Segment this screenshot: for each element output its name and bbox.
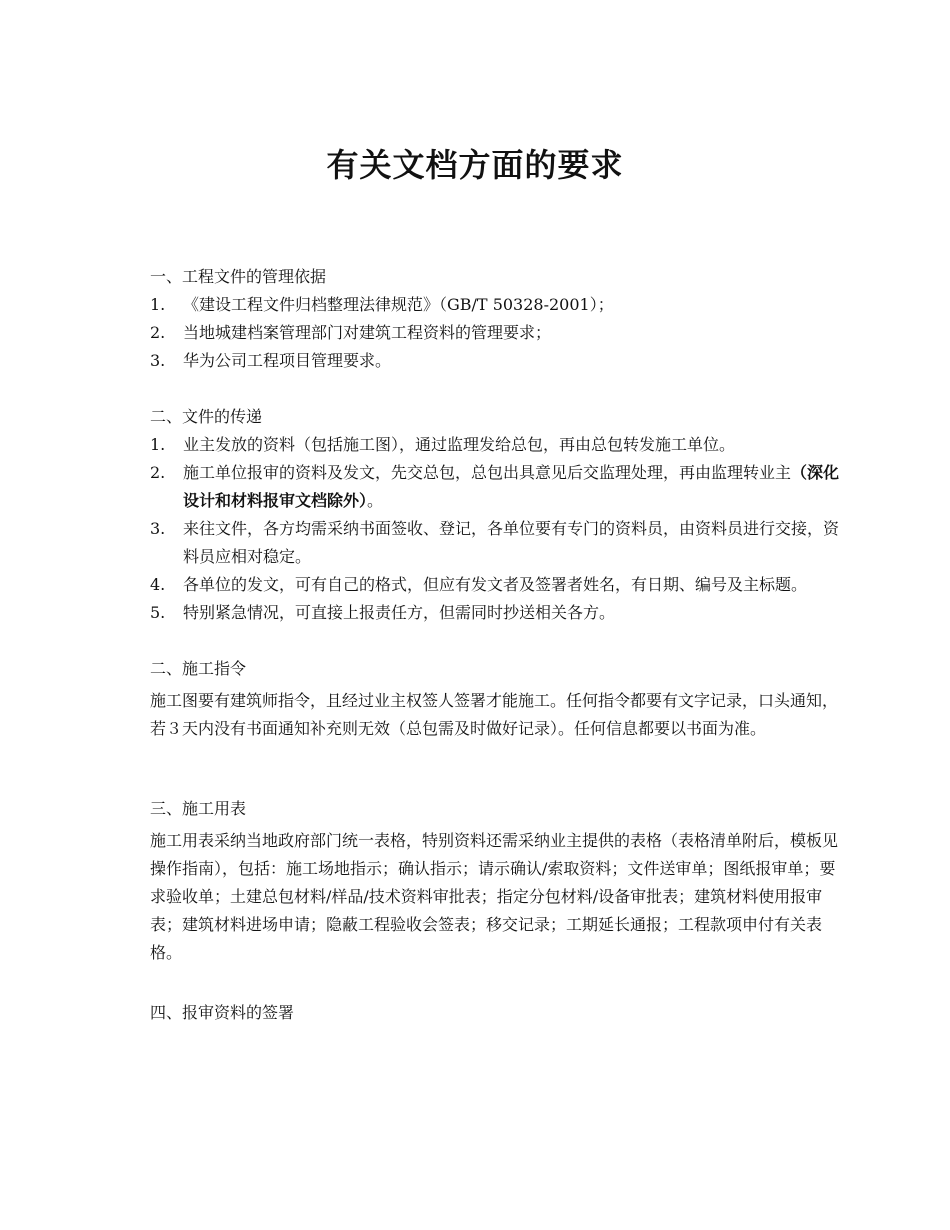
item-tail: 。: [367, 491, 384, 510]
section-heading: 四、报审资料的签署: [150, 1003, 295, 1022]
spacer: [150, 967, 850, 999]
spacer: [150, 375, 850, 403]
item-number: 4.: [150, 575, 166, 594]
item-number: 1.: [150, 435, 166, 454]
section-paragraph: 施工图要有建筑师指令，且经过业主权签人签署才能施工。任何指令都要有文字记录，口头通知，若３天内没有书面通知补充则无效（总包需及时做好记录）。任何信息都要以书面为准。: [150, 691, 839, 738]
section-heading: 二、施工指令: [150, 659, 247, 678]
item-bold-note: （深化设计和材料报审文档除外）: [183, 463, 840, 510]
basis-list: [150, 291, 850, 375]
item-number: 5.: [150, 603, 166, 622]
section-heading: 二、文件的传递: [150, 407, 263, 426]
item-number: 3.: [150, 519, 166, 538]
list-item: [150, 571, 850, 599]
list-item: [150, 599, 850, 627]
section-document-signing: [150, 999, 850, 1027]
section-heading: 一、工程文件的管理依据: [150, 267, 327, 286]
list-item: [150, 291, 850, 319]
item-text: 华为公司工程项目管理要求。: [183, 351, 392, 370]
spacer: [150, 627, 850, 655]
list-item: [150, 319, 850, 347]
item-text: 当地城建档案管理部门对建筑工程资料的管理要求；: [183, 323, 552, 342]
item-number: 2.: [150, 463, 166, 482]
section-management-basis: [150, 263, 850, 375]
item-text: 来往文件，各方均需采纳书面签收、登记，各单位要有专门的资料员，由资料员进行交接，资料员应相对稳定。: [183, 519, 840, 566]
document-title: 有关文档方面的要求: [326, 146, 624, 184]
item-text: 特别紧急情况，可直接上报责任方，但需同时抄送相关各方。: [183, 603, 616, 622]
section-paragraph: 施工用表采纳当地政府部门统一表格，特别资料还需采纳业主提供的表格（表格清单附后，模板见操作指南），包括：施工场地指示；确认指示；请示确认/索取资料；文件送审单；图纸报审单；要求验收单；土建总包材料/样品/技术资料审批表；指定分包材料/设备审批表；建筑材料使用报审表；建筑材料进场申请；隐蔽工程验收会签表；移交记录；工期延长通报；工程款项申付有关表格。: [150, 831, 839, 962]
item-number: 1.: [150, 295, 166, 314]
item-text: 施工单位报审的资料及发文，先交总包，总包出具意见后交监理处理，再由监理转业主: [183, 463, 792, 482]
item-text: 业主发放的资料（包括施工图），通过监理发给总包，再由总包转发施工单位。: [183, 435, 736, 454]
item-text: 《建设工程文件归档整理法律规范》（GB/T 50328-2001）；: [183, 295, 614, 314]
section-file-transfer: [150, 403, 850, 627]
transfer-list: [150, 431, 850, 627]
item-number: 3.: [150, 351, 166, 370]
list-item: [150, 347, 850, 375]
spacer: [150, 743, 850, 795]
item-text: 各单位的发文，可有自己的格式，但应有发文者及签署者姓名，有日期、编号及主标题。: [183, 575, 808, 594]
document-body: [150, 263, 850, 1027]
list-item: [150, 459, 850, 515]
item-number: 2.: [150, 323, 166, 342]
section-heading: 三、施工用表: [150, 799, 247, 818]
list-item: [150, 515, 850, 571]
section-construction-instructions: [150, 655, 850, 743]
list-item: [150, 431, 850, 459]
section-construction-forms: [150, 795, 850, 967]
